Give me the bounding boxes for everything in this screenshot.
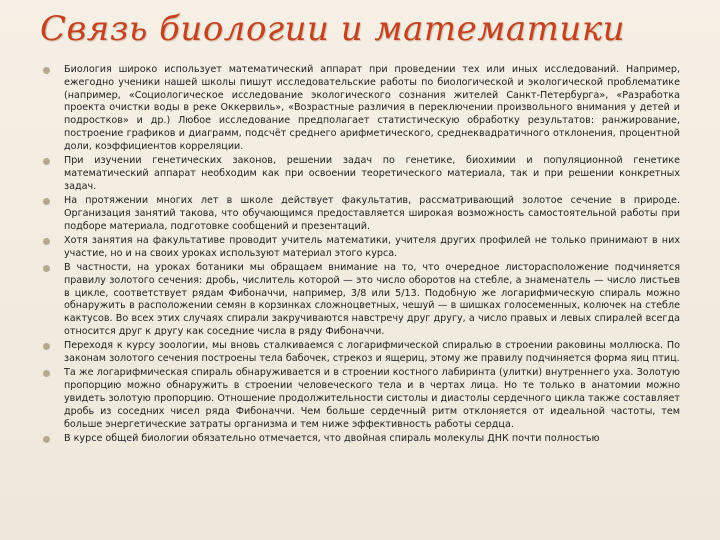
list-item [40,340,680,366]
list-item-text: Та же логарифмическая спираль обнаруживается и в строении костного лабиринта (улитки) внутреннего уха. Золотую пропорцию можно обнаружить в строении человеческого тела и в чертах лица. Но те только в анатомии можно увидеть золотую пропорцию. Отношение продолжительности систолы и диастолы сердечного цикла также составляет дробь из соседних чисел ряда Фибоначчи. Чем больше сердечный ритм отклоняется от идеальной частоты, тем больше энергетические затраты организма и тем ниже эффективность работы сердца. [64,367,680,430]
bullet-icon [43,238,50,245]
list-item [40,262,680,339]
bullet-icon [43,198,50,205]
list-item [40,155,680,193]
list-item [40,195,680,233]
list-item-text: В курсе общей биологии обязательно отмечается, что двойная спираль молекулы ДНК почти полностью [64,432,600,444]
list-item-text: Биология широко использует математический аппарат при проведении тех или иных исследований. Например, ежегодно ученики нашей школы пишут исследовательские работы по биологической и экологической проблематике (например, «Социологическое исследование экологического сознания жителей Санкт-Петербурга», «Разработка проекта очистки воды в реке Оккервиль», «Возрастные различия в переключении произвольного внимания у детей и подростков» и др.) Любое исследование предполагает статистическую обработку результатов: ранжирование, построение графиков и диаграмм, подсчёт среднего арифметического, среднеквадратичного отклонения, процентной доли, коэффициентов корреляции. [64,64,680,152]
bullet-icon [43,158,50,165]
list-item-text: При изучении генетических законов, решении задач по генетике, биохимии и популяционной генетике математический аппарат необходим как при освоении теоретического материала, так и при решении конкретных задач. [64,155,680,192]
bullet-icon [43,67,50,74]
bullet-icon [43,436,50,443]
list-item [40,64,680,154]
bullet-icon [43,265,50,272]
list-item-text: Переходя к курсу зоологии, мы вновь сталкиваемся с логарифмической спиралью в строении раковины моллюска. По законам золотого сечения построены тела бабочек, стрекоз и ящериц, этому же правилу подчиняется форма яиц птиц. [64,340,680,365]
slide-title: Связь биологии и математики [40,9,626,49]
list-item-text: В частности, на уроках ботаники мы обращаем внимание на то, что очередное листорасположение подчиняется правилу золотого сечения: дробь, числитель которой — это число оборотов на стебле, а знаменатель — число листьев в цикле, соответствует рядам Фибоначчи, например, 3/8 или 5/13. Подобную же логарифмическую спираль можно обнаружить в расположении семян в корзинках сложноцветных, чешуй — в шишках голосеменных, колючек на стебле кактусов. Во всех этих случаях спирали закручиваются навстречу друг другу, а число правых и левых спиралей всегда относится друг к другу как соседние числа в ряду Фибоначчи. [64,261,680,337]
list-item [40,367,680,431]
list-item-text: На протяжении многих лет в школе действует факультатив, рассматривающий золотое сечение в природе. Организация занятий такова, что обучающимся предоставляется широкая возможность самостоятельной работы при подборе материала, подготовке сообщений и презентаций. [64,194,680,232]
list-item [40,235,680,261]
bullet-icon [43,370,50,377]
list-item-text: Хотя занятия на факультативе проводит учитель математики, учителя других профилей не только принимают в них участие, но и на своих уроках используют материал этого курса. [64,234,680,259]
bullet-list [40,64,680,446]
list-item [40,433,680,446]
slide-content [40,64,680,540]
bullet-icon [43,343,50,350]
